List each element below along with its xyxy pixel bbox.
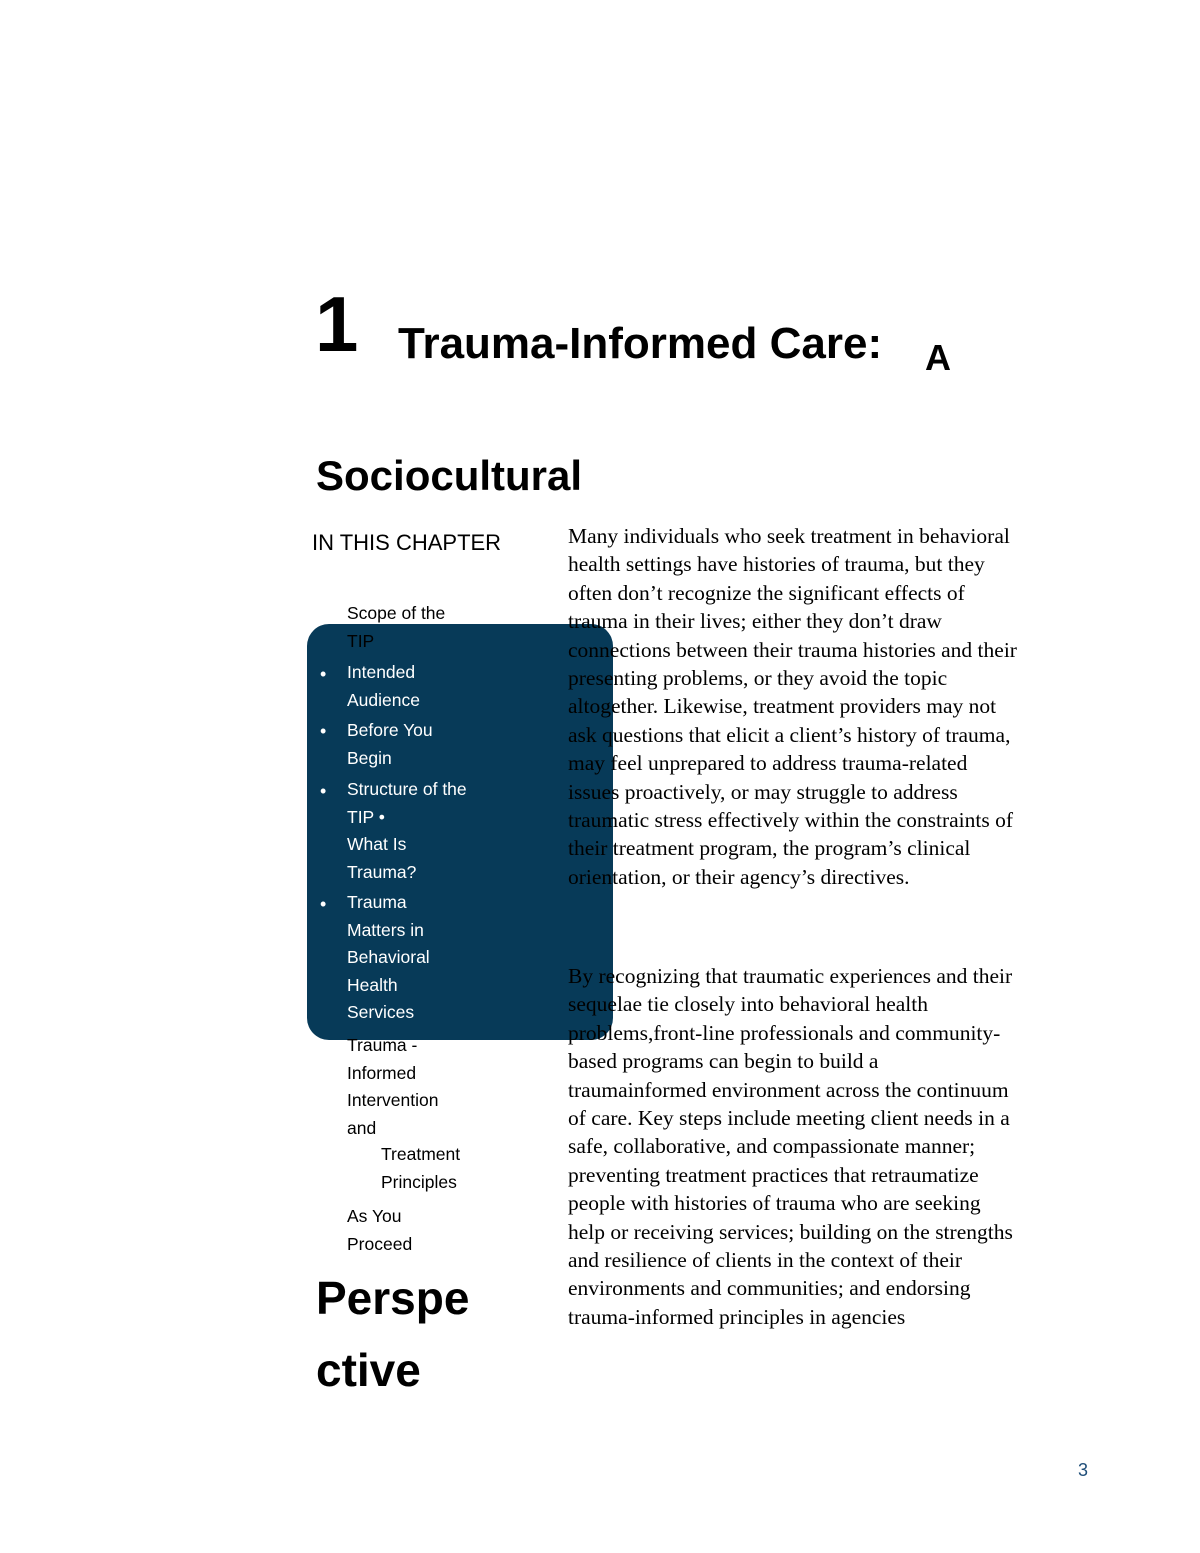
chapter-title-suffix: A — [925, 337, 951, 378]
body-paragraph-2: By recognizing that traumatic experiences and their sequelae tie closely into behavioral health problems,front-line professionals and community-based programs can begin to build a traumainformed environment across the continuum of care. Key steps include meeting client needs in a safe, collaborative, and compassionate manner; preventing treatment practices that retraumatize people with histories of trauma who are seeking help or receiving services; building on the strengths and resilience of clients in the context of their environments and communities; and endorsing trauma-informed principles in agencies — [568, 964, 1013, 1329]
chapter-subtitle: Sociocultural — [316, 452, 583, 499]
bullet-icon: • — [320, 781, 327, 801]
sidebar-heading: IN THIS CHAPTER — [312, 530, 502, 555]
toc-item-structure[interactable]: Structure of the TIP • — [347, 779, 467, 827]
toc-item-as-you-proceed[interactable]: As You Proceed — [347, 1206, 413, 1254]
toc-item-trauma-matters[interactable]: Trauma Matters in Behavioral Health Services — [347, 892, 430, 1022]
toc-item-what-is-trauma[interactable]: What Is Trauma? — [347, 834, 417, 882]
bullet-icon: • — [320, 894, 327, 914]
toc-item-scope[interactable]: Scope of the TIP — [347, 603, 446, 651]
chapter-number: 1 — [315, 280, 359, 368]
page-number: 3 — [1078, 1460, 1089, 1480]
bullet-icon: • — [320, 721, 327, 741]
toc-item-intervention[interactable]: Trauma -Informed Intervention and — [347, 1035, 439, 1138]
toc-item-before-you-begin[interactable]: Before You Begin — [347, 720, 433, 768]
toc-item-audience[interactable]: Intended Audience — [347, 662, 420, 710]
bullet-icon: • — [320, 664, 327, 684]
chapter-title-continuation: Perspe ctive — [316, 1272, 470, 1396]
chapter-title: Trauma-Informed Care: — [398, 319, 883, 368]
toc-item-principles[interactable]: Treatment Principles — [381, 1144, 461, 1192]
body-paragraph-1: Many individuals who seek treatment in behavioral health settings have histories of trauma, but they often don’t recognize the significant effects of trauma in their lives; either they don’t draw connections between their trauma histories and their presenting problems, or they avoid the topic altogether. Likewise, treatment providers may not ask questions that elicit a client’s history of trauma, may feel unprepared to address trauma-related issues proactively, or may struggle to address traumatic stress effectively within the constraints of their treatment program, the program’s clinical orientation, or their agency’s directives. — [568, 524, 1017, 889]
